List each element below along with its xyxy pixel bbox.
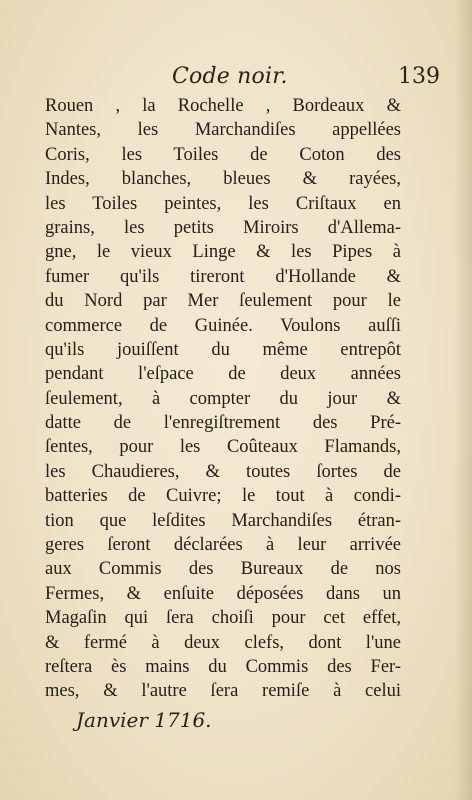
text-line: tion que leſdites Marchandiſes étran- (45, 510, 401, 531)
text-line: les Toiles peintes, les Criſtaux en (45, 193, 401, 214)
text-line: mes, & l'autre ſera remiſe à celui (45, 681, 401, 702)
text-line: Fermes, & enſuite déposées dans un (45, 583, 401, 604)
text-line: Indes, blanches, bleues & rayées, (45, 169, 401, 190)
text-line: ſentes, pour les Coûteaux Flamands, (45, 437, 401, 458)
text-line: commerce de Guinée. Voulons auſſi (45, 315, 401, 336)
text-line: fumer qu'ils tireront d'Hollande & (45, 266, 401, 287)
text-line: ſeulement, à compter du jour & (45, 388, 401, 409)
text-line: reſtera ès mains du Commis des Fer- (45, 656, 401, 677)
text-line: pendant l'eſpace de deux années (45, 364, 401, 385)
text-line: Nantes, les Marchandiſes appellées (45, 120, 401, 141)
text-line: du Nord par Mer ſeulement pour le (45, 291, 401, 312)
running-title: Code noir. (172, 64, 288, 89)
text-line: aux Commis des Bureaux de nos (45, 559, 401, 580)
text-line: Rouen , la Rochelle , Bordeaux & (45, 96, 401, 116)
text-line: les Chaudieres, & toutes ſortes de (45, 461, 401, 482)
page-edge-shadow (454, 0, 472, 800)
text-line: gne, le vieux Linge & les Pipes à (45, 242, 401, 263)
catchword: Janvier 1716. (76, 708, 212, 732)
text-line: grains, les petits Miroirs d'Allema- (45, 217, 401, 238)
text-line: qu'ils jouiſſent du même entrepôt (45, 339, 401, 360)
body-text (45, 94, 401, 704)
text-line: Magaſin qui ſera choiſi pour cet effet, (45, 608, 401, 629)
text-line: & fermé à deux clefs, dont l'une (45, 632, 401, 653)
text-line: geres ſeront déclarées à leur arrivée (45, 535, 401, 556)
text-line: batteries de Cuivre; le tout à condi- (45, 486, 401, 507)
page-header (40, 64, 440, 94)
text-line: datte de l'enregiſtrement des Pré- (45, 413, 401, 434)
page-number: 139 (398, 64, 440, 89)
text-line: Coris, les Toiles de Coton des (45, 144, 401, 165)
